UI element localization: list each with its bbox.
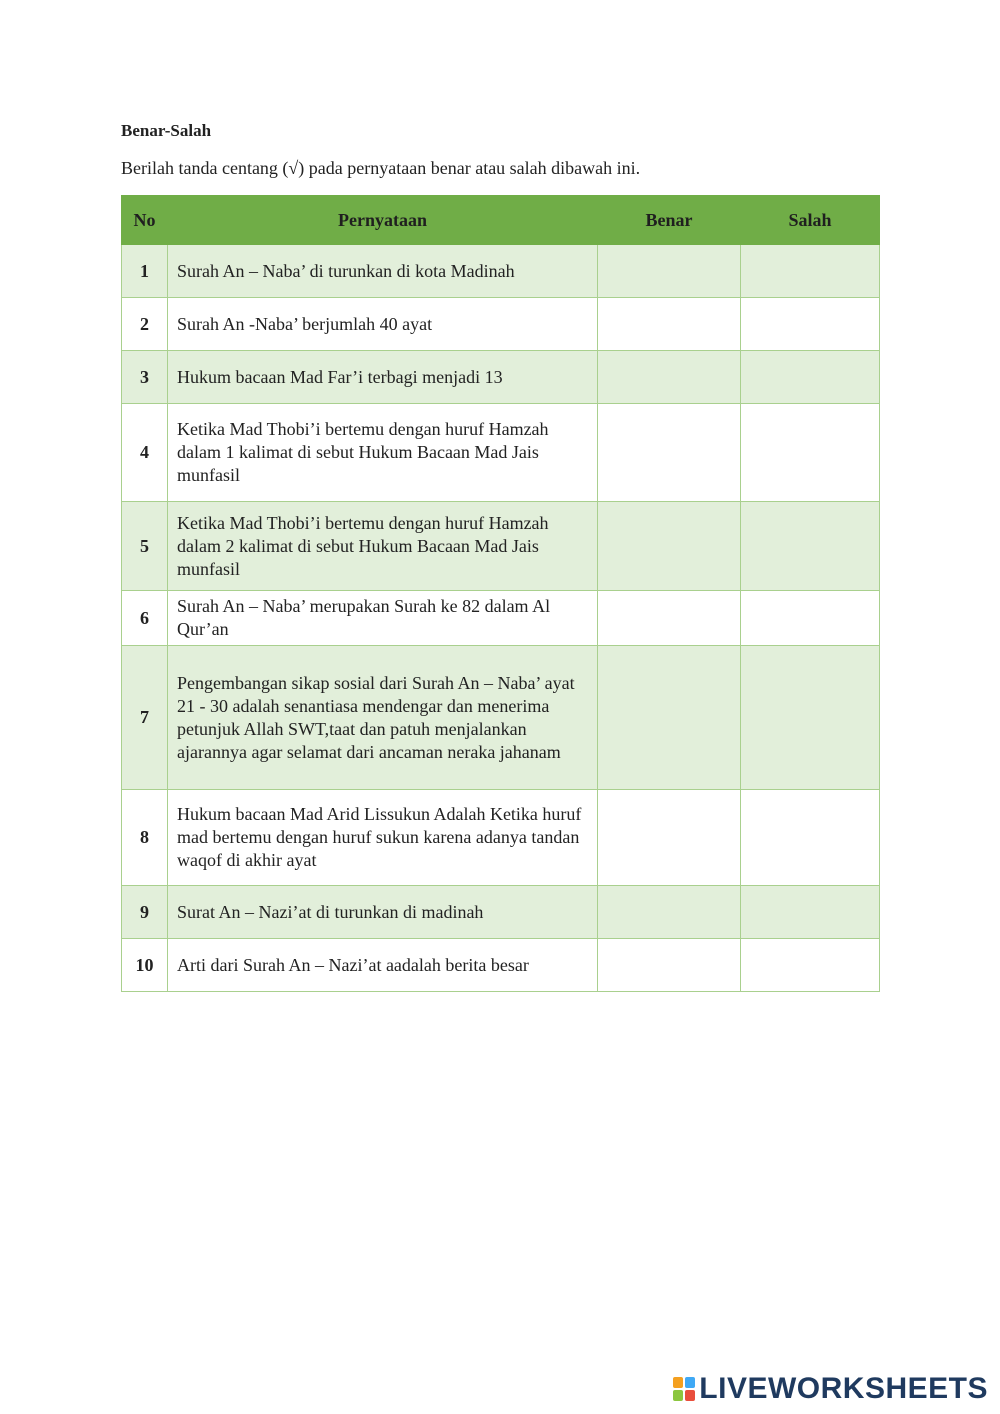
row-statement: Surah An -Naba’ berjumlah 40 ayat (168, 298, 598, 351)
header-false: Salah (741, 196, 880, 245)
row-number: 2 (122, 298, 168, 351)
answer-true-cell[interactable] (598, 298, 741, 351)
answer-true-cell[interactable] (598, 886, 741, 939)
row-number: 3 (122, 351, 168, 404)
table-row (122, 790, 880, 886)
answer-false-cell[interactable] (741, 886, 880, 939)
logo-block (685, 1377, 695, 1388)
row-statement: Hukum bacaan Mad Far’i terbagi menjadi 13 (168, 351, 598, 404)
logo-block (673, 1390, 683, 1401)
table-row (122, 886, 880, 939)
logo-text: LIVEWORKSHEETS (699, 1372, 988, 1405)
answer-true-cell[interactable] (598, 351, 741, 404)
answer-true-cell[interactable] (598, 939, 741, 992)
row-statement: Surah An – Naba’ di turunkan di kota Madinah (168, 245, 598, 298)
row-statement: Pengembangan sikap sosial dari Surah An – Naba’ ayat 21 - 30 adalah senantiasa mendengar dan menerima petunjuk Allah SWT,taat dan patuh menjalankan ajarannya agar selamat dari ancaman neraka jahanam (168, 646, 598, 790)
answer-false-cell[interactable] (741, 646, 880, 790)
answer-false-cell[interactable] (741, 351, 880, 404)
row-number: 8 (122, 790, 168, 886)
row-number: 4 (122, 404, 168, 502)
answer-true-cell[interactable] (598, 502, 741, 591)
row-number: 1 (122, 245, 168, 298)
row-number: 6 (122, 591, 168, 646)
row-statement: Surah An – Naba’ merupakan Surah ke 82 dalam Al Qur’an (168, 591, 598, 646)
header-true: Benar (598, 196, 741, 245)
row-number: 7 (122, 646, 168, 790)
logo-block (673, 1377, 683, 1388)
answer-true-cell[interactable] (598, 591, 741, 646)
answer-true-cell[interactable] (598, 790, 741, 886)
answer-true-cell[interactable] (598, 404, 741, 502)
answer-false-cell[interactable] (741, 298, 880, 351)
row-statement: Ketika Mad Thobi’i bertemu dengan huruf Hamzah dalam 2 kalimat di sebut Hukum Bacaan Mad Jais munfasil (168, 502, 598, 591)
table-row (122, 351, 880, 404)
answer-false-cell[interactable] (741, 591, 880, 646)
answer-false-cell[interactable] (741, 245, 880, 298)
table-row (122, 591, 880, 646)
logo-block (685, 1390, 695, 1401)
answer-false-cell[interactable] (741, 502, 880, 591)
table-header-row (122, 196, 880, 245)
row-number: 5 (122, 502, 168, 591)
row-statement: Arti dari Surah An – Nazi’at aadalah berita besar (168, 939, 598, 992)
table-row (122, 245, 880, 298)
row-number: 9 (122, 886, 168, 939)
answer-false-cell[interactable] (741, 790, 880, 886)
row-number: 10 (122, 939, 168, 992)
page-title: Benar-Salah (121, 121, 212, 140)
table-row (122, 939, 880, 992)
row-statement: Hukum bacaan Mad Arid Lissukun Adalah Ketika huruf mad bertemu dengan huruf sukun karena adanya tandan waqof di akhir ayat (168, 790, 598, 886)
table-row (122, 502, 880, 591)
header-statement: Pernyataan (168, 196, 598, 245)
row-statement: Ketika Mad Thobi’i bertemu dengan huruf Hamzah dalam 1 kalimat di sebut Hukum Bacaan Mad Jais munfasil (168, 404, 598, 502)
true-false-table (121, 195, 880, 992)
answer-true-cell[interactable] (598, 646, 741, 790)
table-row (122, 404, 880, 502)
answer-false-cell[interactable] (741, 404, 880, 502)
liveworksheets-logo (673, 1374, 988, 1404)
table-row (122, 646, 880, 790)
logo-blocks-icon (673, 1377, 695, 1401)
row-statement: Surat An – Nazi’at di turunkan di madinah (168, 886, 598, 939)
instruction-text: Berilah tanda centang (√) pada pernyataan benar atau salah dibawah ini. (121, 158, 641, 178)
header-no: No (122, 196, 168, 245)
answer-false-cell[interactable] (741, 939, 880, 992)
table-row (122, 298, 880, 351)
answer-true-cell[interactable] (598, 245, 741, 298)
